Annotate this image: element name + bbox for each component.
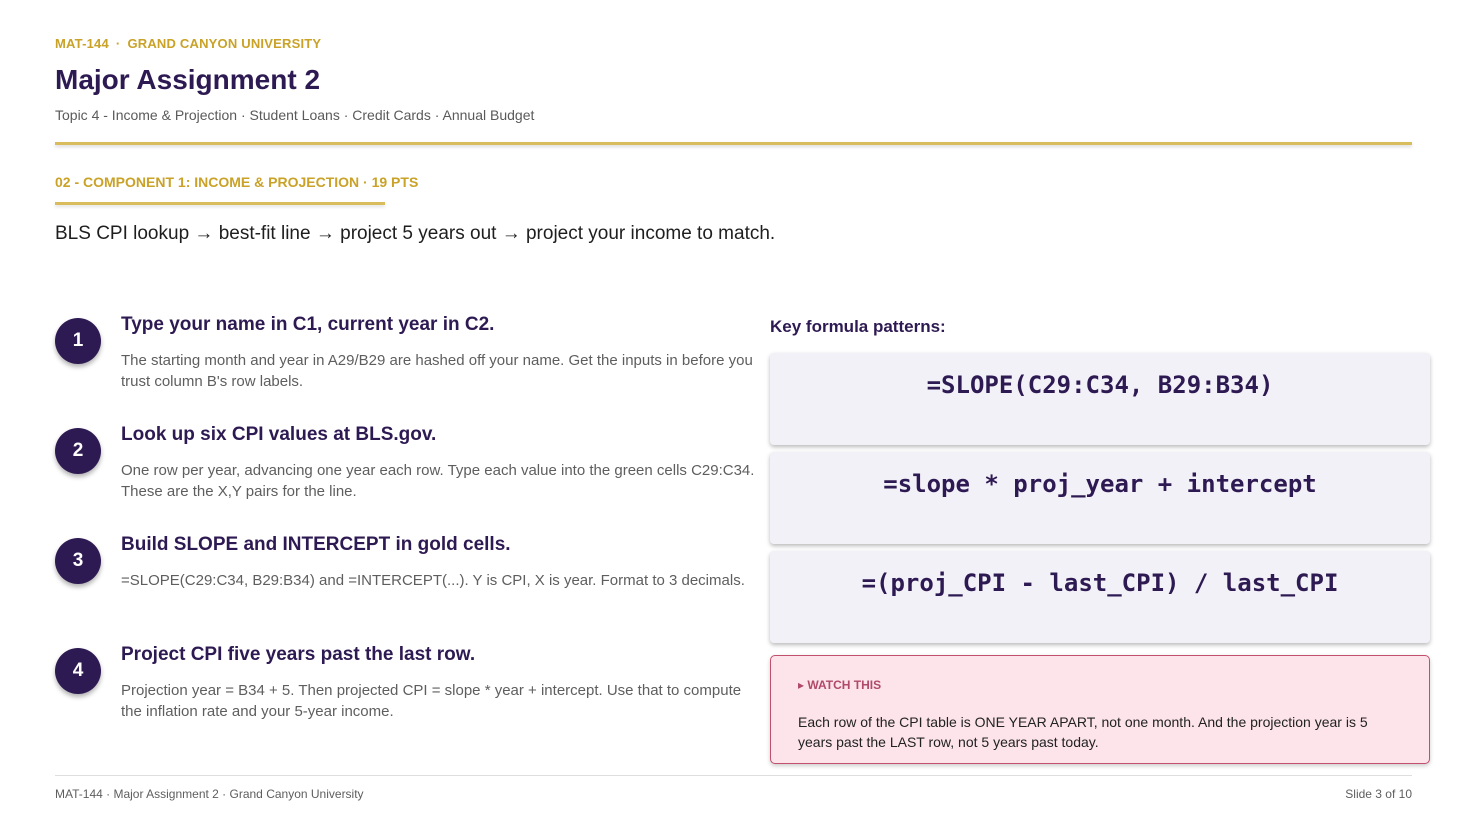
footer-divider	[55, 775, 1412, 776]
step-description: The starting month and year in A29/B29 are hashed off your name. Get the inputs in before you trust column B's row labels.	[121, 352, 753, 390]
watch-this-callout	[770, 655, 1430, 764]
section-label: 02 - COMPONENT 1: INCOME & PROJECTION · 19 PTS	[55, 174, 419, 190]
course-eyebrow	[55, 36, 321, 51]
formula-heading: Key formula patterns:	[770, 317, 946, 336]
step-description: One row per year, advancing one year each row. Type each value into the green cells C29:C34. These are the X,Y pairs for the line.	[121, 462, 755, 500]
step-number-badge: 3	[55, 538, 101, 584]
section-divider	[55, 202, 385, 205]
step-number-badge: 2	[55, 428, 101, 474]
page-title: Major Assignment 2	[55, 64, 321, 95]
eyebrow-separator: ·	[115, 36, 121, 51]
formula-box-slope: =SLOPE(C29:C34, B29:B34)	[770, 353, 1430, 445]
step-description: Projection year = B34 + 5. Then projected CPI = slope * year + intercept. Use that to compute the inflation rate and your 5-year income.	[121, 682, 742, 720]
callout-label: ▸ WATCH THIS	[798, 678, 882, 692]
callout-text: Each row of the CPI table is ONE YEAR APART, not one month. And the projection year is 5 years past the LAST row, not 5 years past today.	[798, 714, 1368, 750]
step-number-badge: 1	[55, 318, 101, 364]
step-title: Type your name in C1, current year in C2.	[121, 314, 495, 335]
formula-box-projection: =slope * proj_year + intercept	[770, 452, 1430, 544]
header-divider	[55, 142, 1412, 145]
course-code: MAT-144	[55, 36, 109, 51]
university-name: GRAND CANYON UNIVERSITY	[127, 36, 322, 51]
formula-box-inflation: =(proj_CPI - last_CPI) / last_CPI	[770, 551, 1430, 643]
step-title: Look up six CPI values at BLS.gov.	[121, 424, 437, 445]
slide-counter: Slide 3 of 10	[1345, 787, 1412, 801]
step-title: Project CPI five years past the last row.	[121, 644, 476, 665]
step-title: Build SLOPE and INTERCEPT in gold cells.	[121, 534, 511, 555]
step-number-badge: 4	[55, 648, 101, 694]
page-subtitle: Topic 4 - Income & Projection · Student Loans · Credit Cards · Annual Budget	[55, 107, 535, 123]
step-description: =SLOPE(C29:C34, B29:B34) and =INTERCEPT(...). Y is CPI, X is year. Format to 3 decimals.	[121, 572, 745, 589]
footer-course-info: MAT-144 · Major Assignment 2 · Grand Canyon University	[55, 787, 364, 801]
section-lead: BLS CPI lookup → best-fit line → project 5 years out → project your income to match.	[55, 223, 776, 244]
